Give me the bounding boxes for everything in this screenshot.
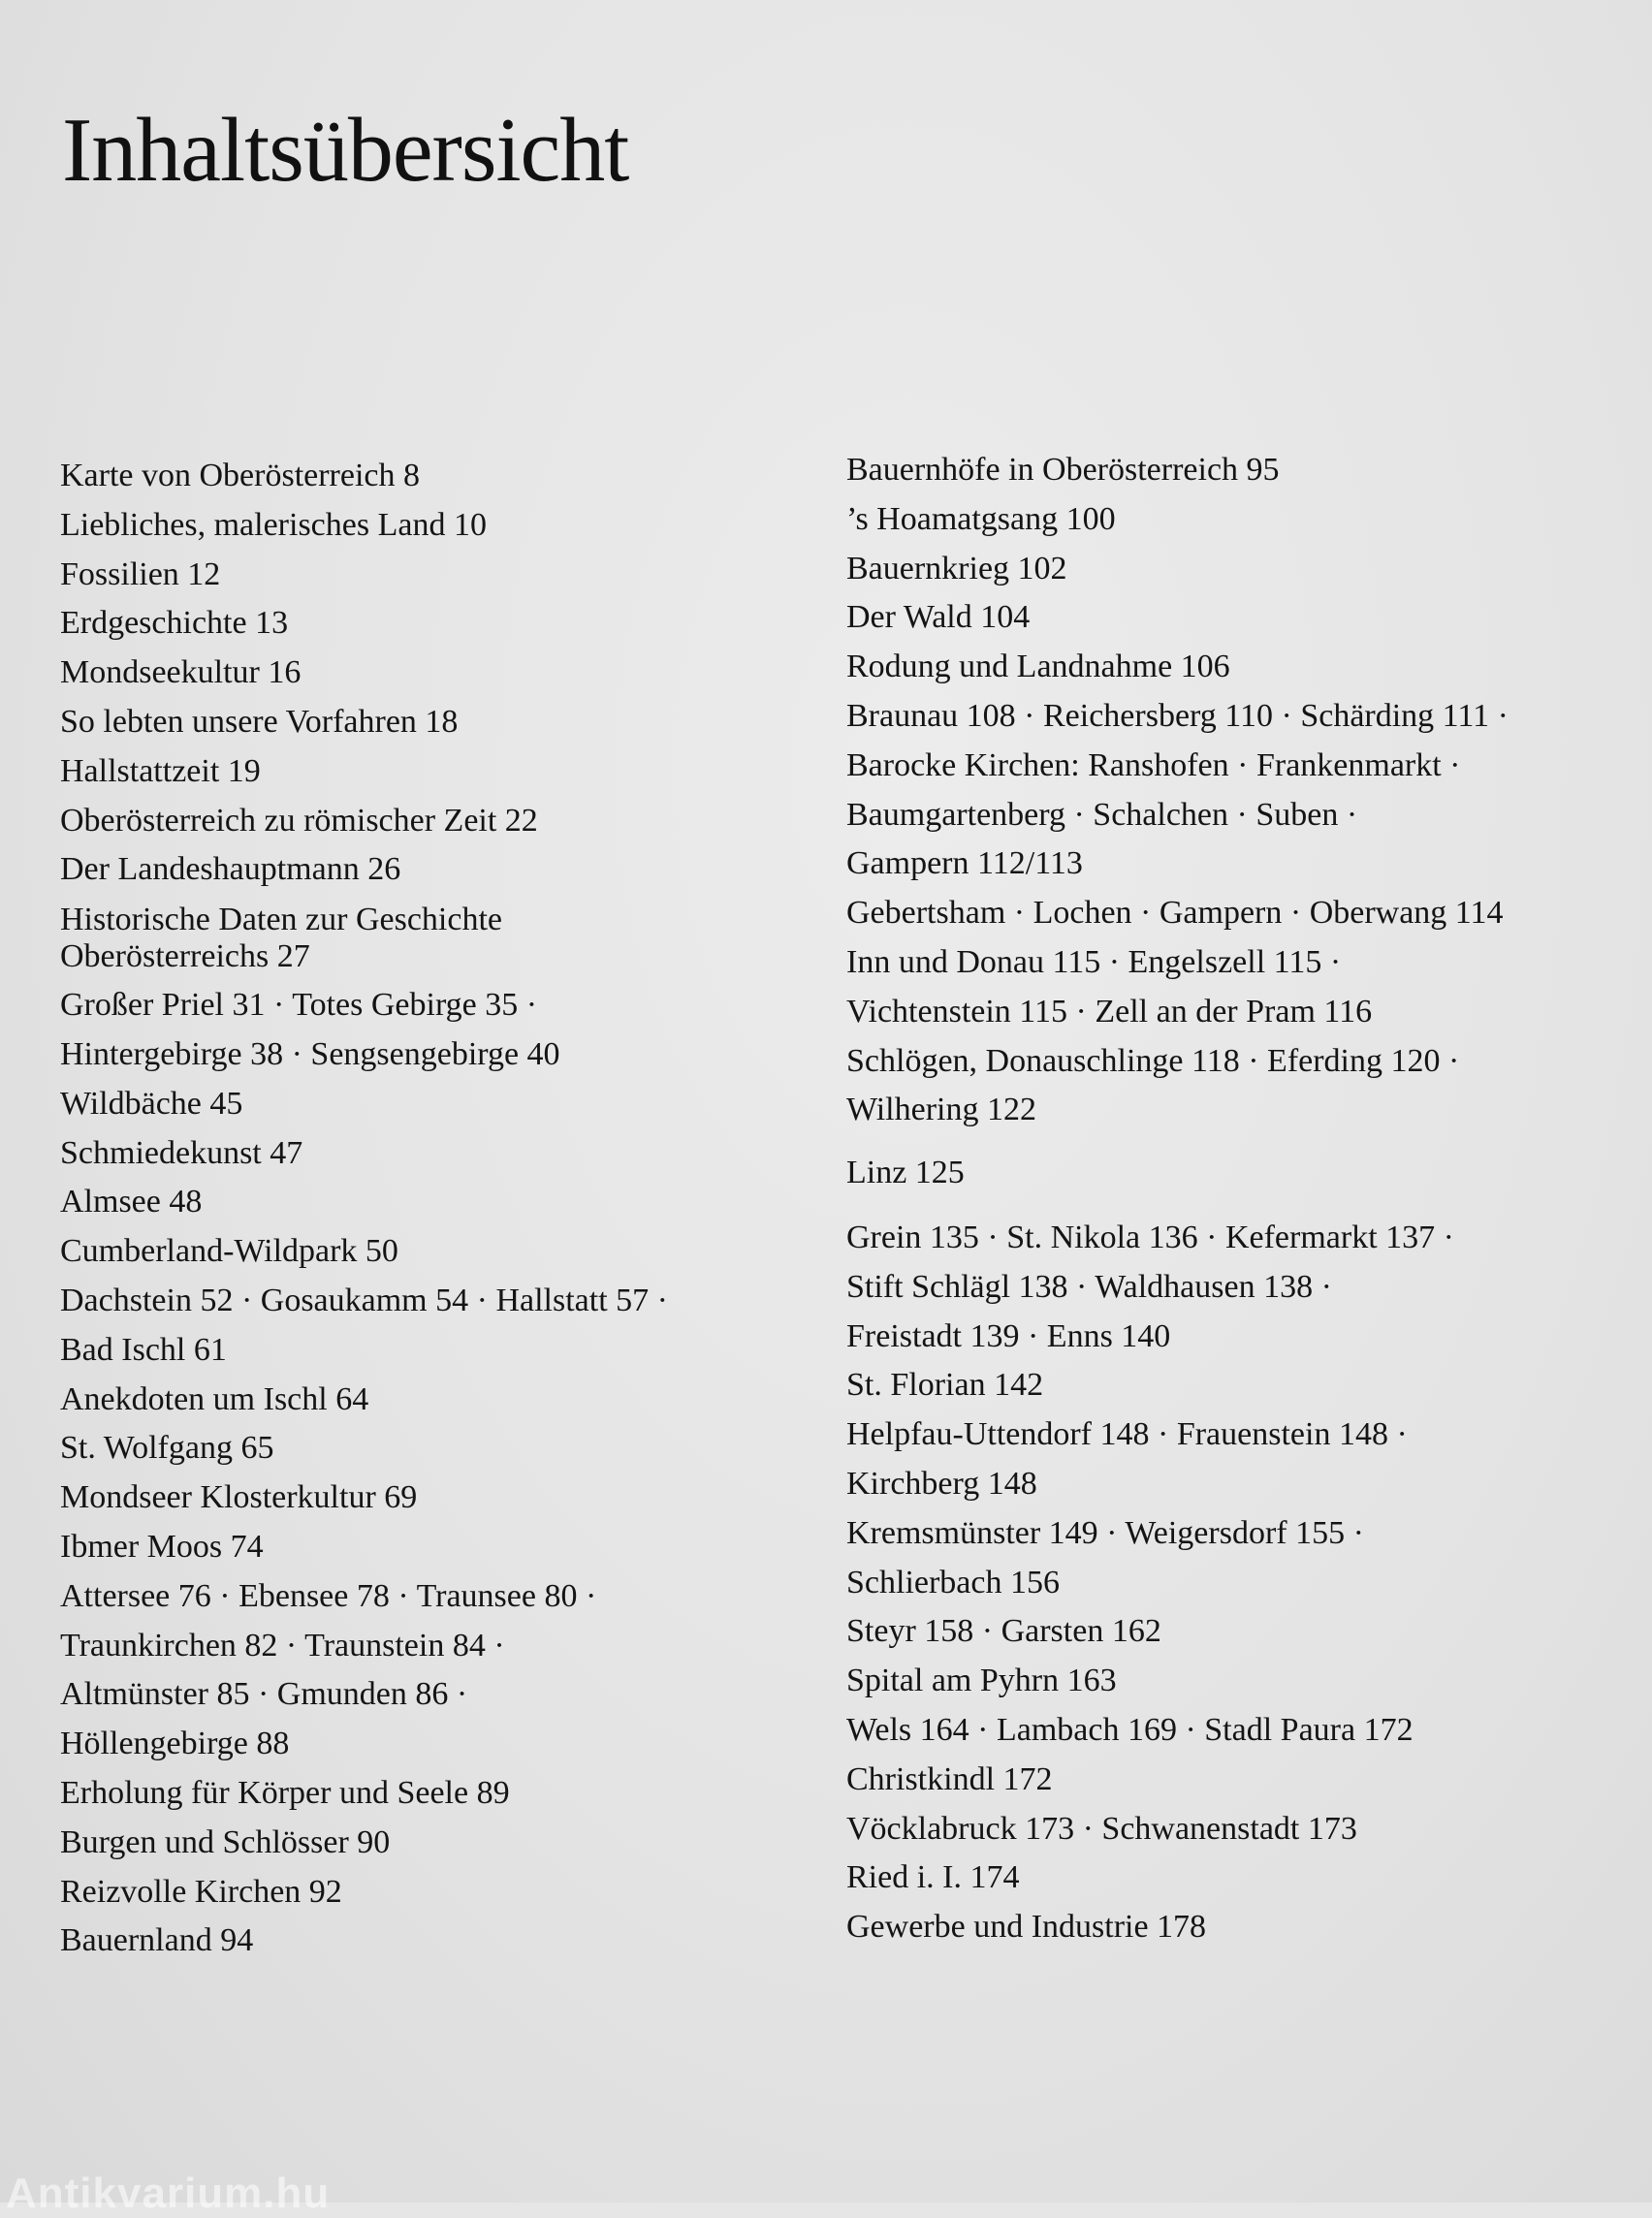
toc-entry: Gewerbe und Industrie 178	[846, 1909, 1207, 1946]
toc-entry: Ried i. I. 174	[846, 1859, 1020, 1896]
toc-entry: Schlierbach 156	[846, 1564, 1060, 1600]
toc-entry: Burgen und Schlösser 90	[60, 1823, 391, 1860]
toc-entry: Freistadt 139 · Enns 140	[846, 1317, 1171, 1354]
toc-entry: Gebertsham · Lochen · Gampern · Oberwang 114	[846, 895, 1504, 932]
toc-entry: Hallstattzeit 19	[60, 752, 261, 789]
toc-entry: Ibmer Moos 74	[60, 1528, 264, 1565]
toc-entry: Anekdoten um Ischl 64	[60, 1380, 369, 1417]
toc-entry: Wilhering 122	[846, 1092, 1036, 1128]
toc-entry: Großer Priel 31 · Totes Gebirge 35 ·	[60, 987, 538, 1024]
toc-entry: Attersee 76 · Ebensee 78 · Traunsee 80 ·	[60, 1577, 597, 1614]
toc-entry: Bad Ischl 61	[60, 1331, 227, 1368]
toc-entry: Baumgartenberg · Schalchen · Suben ·	[846, 796, 1358, 833]
toc-entry-linz: Linz 125	[846, 1155, 965, 1191]
toc-entry: Kirchberg 148	[846, 1465, 1037, 1502]
toc-entry: Altmünster 85 · Gmunden 86 ·	[60, 1676, 468, 1713]
toc-entry: Inn und Donau 115 · Engelszell 115 ·	[846, 943, 1342, 980]
toc-entry: Schmiedekunst 47	[60, 1134, 303, 1171]
toc-entry: Der Landeshauptmann 26	[60, 851, 401, 888]
toc-entry: Spital am Pyhrn 163	[846, 1663, 1117, 1699]
toc-entry: Bauernland 94	[60, 1922, 254, 1959]
toc-entry: Vichtenstein 115 · Zell an der Pram 116	[846, 993, 1373, 1030]
toc-entry: Bauernkrieg 102	[846, 550, 1067, 586]
toc-entry: Erholung für Körper und Seele 89	[60, 1774, 510, 1811]
toc-entry: Grein 135 · St. Nikola 136 · Kefermarkt 137 ·	[846, 1219, 1454, 1255]
toc-entry: So lebten unsere Vorfahren 18	[60, 703, 459, 740]
toc-left-column	[60, 452, 816, 1966]
toc-entry: Gampern 112/113	[846, 845, 1083, 882]
toc-entry: Almsee 48	[60, 1184, 203, 1220]
toc-entry: Christkindl 172	[846, 1760, 1053, 1797]
toc-entry: Steyr 158 · Garsten 162	[846, 1613, 1161, 1650]
toc-entry: Helpfau-Uttendorf 148 · Frauenstein 148 ·	[846, 1416, 1408, 1453]
toc-entry: Schlögen, Donauschlinge 118 · Eferding 120 ·	[846, 1042, 1460, 1079]
toc-entry: Dachstein 52 · Gosaukamm 54 · Hallstatt 57 ·	[60, 1282, 668, 1318]
toc-entry: Stift Schlägl 138 · Waldhausen 138 ·	[846, 1268, 1332, 1305]
page-title: Inhaltsübersicht	[62, 100, 629, 201]
toc-entry: Mondseekultur 16	[60, 654, 302, 691]
toc-entry: Wildbäche 45	[60, 1085, 243, 1122]
toc-entry: Wels 164 · Lambach 169 · Stadl Paura 172	[846, 1711, 1414, 1748]
toc-entry: Karte von Oberösterreich 8	[60, 458, 421, 493]
toc-entry: St. Florian 142	[846, 1367, 1044, 1404]
toc-entry: Hintergebirge 38 · Sengsengebirge 40	[60, 1035, 560, 1072]
watermark: Antikvarium.hu	[6, 2170, 331, 2217]
toc-entry: Oberösterreich zu römischer Zeit 22	[60, 802, 538, 839]
toc-entry: Reizvolle Kirchen 92	[60, 1873, 342, 1910]
toc-entry: Erdgeschichte 13	[60, 605, 289, 642]
toc-entry: Fossilien 12	[60, 555, 221, 592]
toc-entry: ’s Hoamatgsang 100	[846, 500, 1116, 537]
toc-entry: Braunau 108 · Reichersberg 110 · Schärding 111 ·	[846, 697, 1509, 734]
toc-entry: Historische Daten zur Geschichte Oberösterreichs 27	[60, 902, 502, 975]
toc-entry: Barocke Kirchen: Ranshofen · Frankenmarkt ·	[846, 746, 1461, 783]
toc-entry: Der Wald 104	[846, 599, 1031, 636]
toc-entry: St. Wolfgang 65	[60, 1430, 274, 1467]
toc-entry: Liebliches, malerisches Land 10	[60, 506, 487, 543]
toc-entry: Cumberland-Wildpark 50	[60, 1233, 398, 1270]
toc-entry: Mondseer Klosterkultur 69	[60, 1479, 418, 1516]
toc-entry: Rodung und Landnahme 106	[846, 649, 1230, 685]
toc-right-column	[846, 446, 1641, 1952]
toc-entry: Bauernhöfe in Oberösterreich 95	[846, 452, 1280, 488]
toc-entry: Kremsmünster 149 · Weigersdorf 155 ·	[846, 1514, 1364, 1551]
toc-entry: Traunkirchen 82 · Traunstein 84 ·	[60, 1627, 505, 1664]
toc-entry: Vöcklabruck 173 · Schwanenstadt 173	[846, 1810, 1357, 1847]
toc-entry: Höllengebirge 88	[60, 1726, 290, 1762]
